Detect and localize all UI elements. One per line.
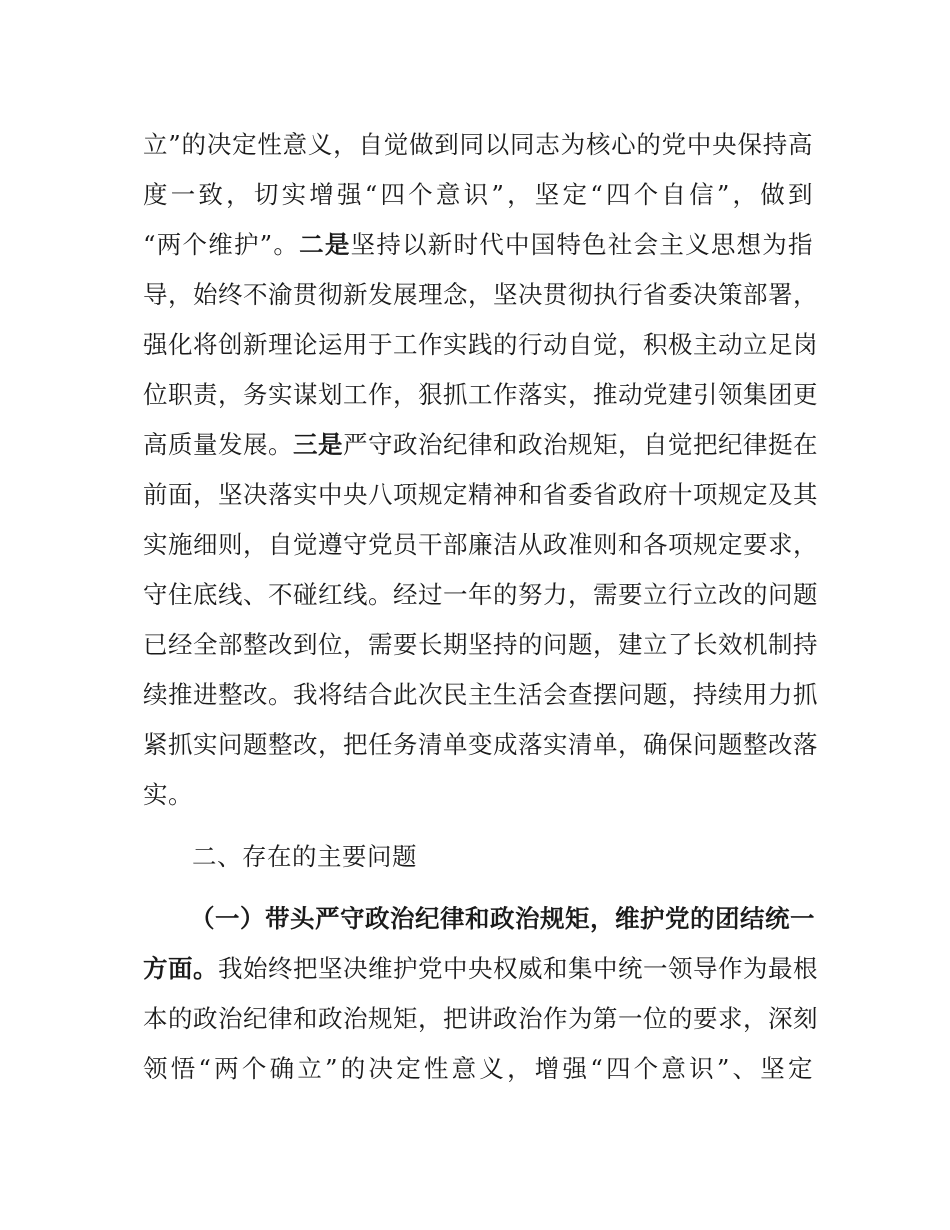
paragraph-line: 前面，坚决落实中央八项规定精神和省委省政府十项规定及其 [143, 480, 818, 509]
paragraph-line: 本的政治纪律和政治规矩，把讲政治作为第一位的要求，深刻 [143, 1004, 818, 1033]
paragraph-line [143, 954, 818, 984]
bold-keyword: 方面。 [143, 954, 218, 983]
paragraph-line [143, 430, 818, 460]
paragraph-line: 已经全部整改到位，需要长期坚持的问题，建立了长效机制持 [143, 630, 818, 659]
bold-keyword: 二是 [299, 230, 351, 259]
paragraph-line: 续推进整改。我将结合此次民主生活会查摆问题，持续用力抓 [143, 680, 818, 709]
paragraph-line: 立”的决定性意义，自觉做到同以同志为核心的党中央保持高 [143, 130, 813, 159]
subsection-title: （一）带头严守政治纪律和政治规矩，维护党的团结统一 [190, 904, 815, 933]
text-span: 严守政治纪律和政治规矩，自觉把纪律挺在 [343, 430, 818, 459]
text-span: 坚持以新时代中国特色社会主义思想为指 [350, 230, 814, 259]
paragraph-line [143, 230, 813, 260]
paragraph-line: 领悟“两个确立”的决定性意义，增强“四个意识”、坚定 [143, 1054, 813, 1083]
text-span: 高质量发展。 [143, 430, 293, 459]
paragraph-line: 实。 [143, 780, 193, 809]
paragraph-line: 强化将创新理论运用于工作实践的行动自觉，积极主动立足岗 [143, 330, 818, 359]
paragraph-line: 位职责，务实谋划工作，狠抓工作落实，推动党建引领集团更 [143, 380, 818, 409]
paragraph-line: 守住底线、不碰红线。经过一年的努力，需要立行立改的问题 [143, 580, 818, 609]
paragraph-line: 实施细则，自觉遵守党员干部廉洁从政准则和各项规定要求， [143, 530, 818, 559]
paragraph-line: 紧抓实问题整改，把任务清单变成落实清单，确保问题整改落 [143, 730, 818, 759]
section-heading: 二、存在的主要问题 [192, 842, 417, 871]
text-span: 我始终把坚决维护党中央权威和集中统一领导作为最根 [218, 954, 818, 983]
bold-keyword: 三是 [293, 430, 343, 459]
paragraph-line: 导，始终不渝贯彻新发展理念，坚决贯彻执行省委决策部署， [143, 280, 818, 309]
text-span: “两个维护”。 [143, 230, 300, 259]
paragraph-line: 度一致，切实增强“四个意识”，坚定“四个自信”，做到 [143, 180, 813, 209]
